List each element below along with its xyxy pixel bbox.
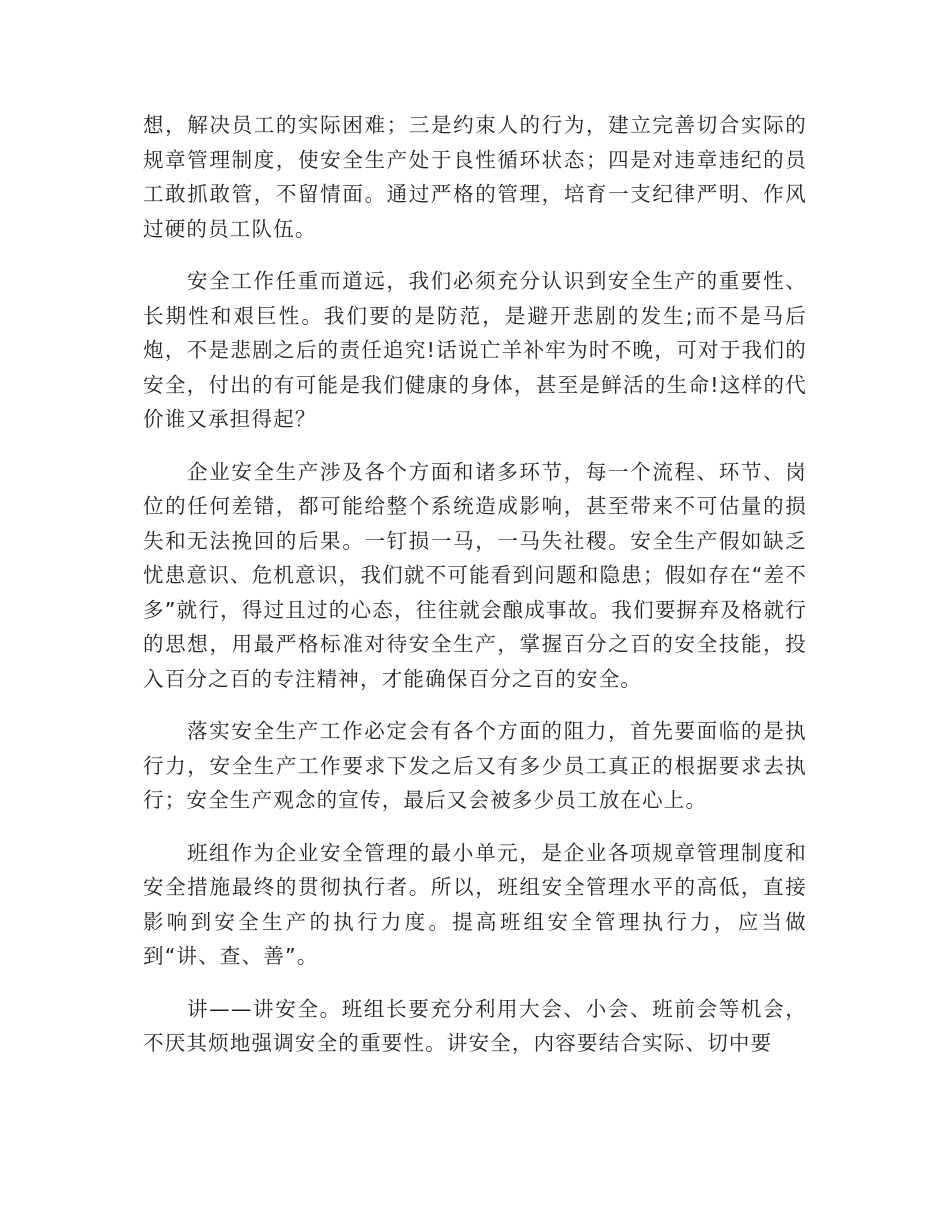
document-body <box>143 108 807 1079</box>
paragraph-2: 安全工作任重而道远，我们必须充分认识到安全生产的重要性、长期性和艰巨性。我们要的是防范，是避开悲剧的发生;而不是马后炮，不是悲剧之后的责任追究!话说亡羊补牢为时不晚，可对于我们的安全，付出的有可能是我们健康的身体，甚至是鲜活的生命!这样的代价谁又承担得起？ <box>143 269 807 431</box>
paragraph-5: 班组作为企业安全管理的最小单元，是企业各项规章管理制度和安全措施最终的贯彻执行者。所以，班组安全管理水平的高低，直接影响到安全生产的执行力度。提高班组安全管理执行力，应当做到“讲、查、善”。 <box>143 840 807 968</box>
paragraph-6: 讲——讲安全。班组长要充分利用大会、小会、班前会等机会，不厌其烦地强调安全的重要性。讲安全，内容要结合实际、切中要 <box>143 996 807 1055</box>
paragraph-1: 想，解决员工的实际困难；三是约束人的行为，建立完善切合实际的规章管理制度，使安全生产处于良性循环状态；四是对违章违纪的员工敢抓敢管，不留情面。通过严格的管理，培育一支纪律严明、作风过硬的员工队伍。 <box>143 113 807 241</box>
paragraph-4: 落实安全生产工作必定会有各个方面的阻力，首先要面临的是执行力，安全生产工作要求下发之后又有多少员工真正的根据要求去执行；安全生产观念的宣传，最后又会被多少员工放在心上。 <box>143 719 807 812</box>
paragraph-3: 企业安全生产涉及各个方面和诸多环节，每一个流程、环节、岗位的任何差错，都可能给整个系统造成影响，甚至带来不可估量的损失和无法挽回的后果。一钉损一马，一马失社稷。安全生产假如缺乏忧患意识、危机意识，我们就不可能看到问题和隐患；假如存在“差不多”就行，得过且过的心态，往往就会酿成事故。我们要摒弃及格就行的思想，用最严格标准对待安全生产，掌握百分之百的安全技能，投入百分之百的专注精神，才能确保百分之百的安全。 <box>143 459 807 691</box>
